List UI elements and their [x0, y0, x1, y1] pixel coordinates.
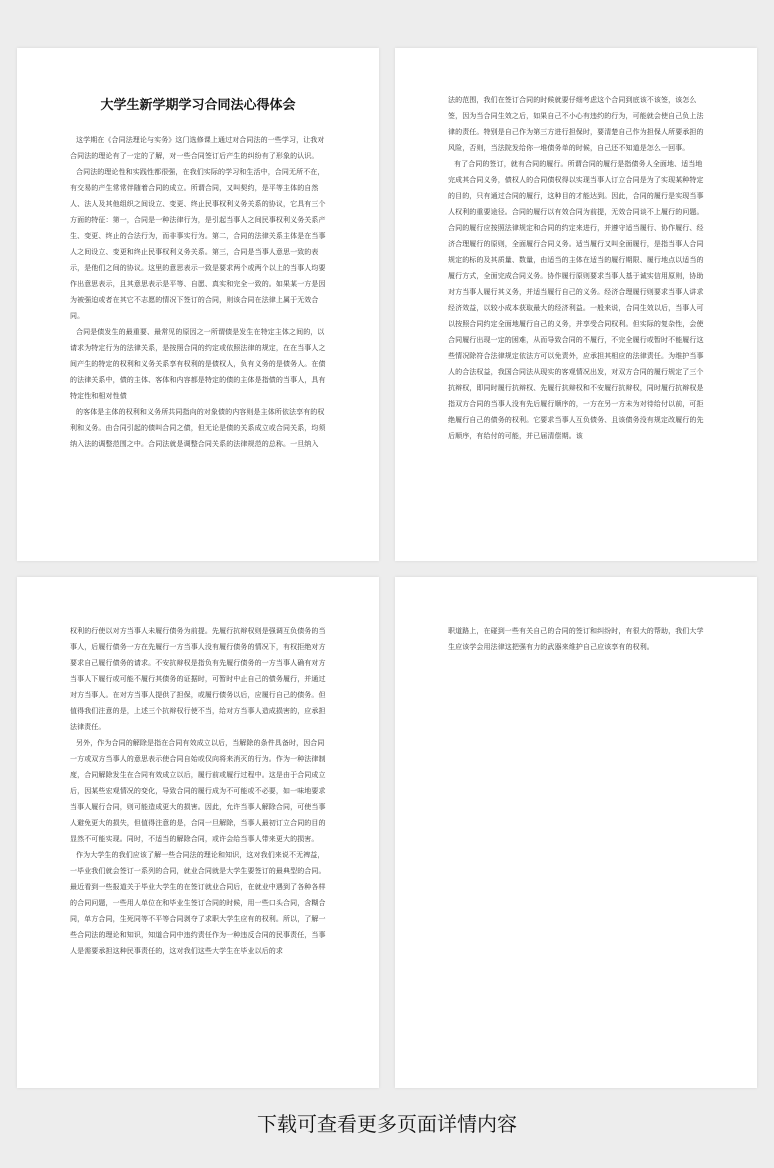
document-page-1	[17, 48, 379, 561]
document-title: 大学生新学期学习合同法心得体会	[100, 98, 296, 113]
page-body	[448, 623, 706, 655]
paragraph: 合同是债发生的最重要、最常见的原因之一所谓债是发生在特定主体之间的，以请求为特定行为的法律关系，是按照合同的约定或依照法律的规定，在在当事人之间产生的特定的权利和义务关系享有权利的是债权人，负有义务的是债务人。在债的法律关系中，债的主体、客体和内容都是特定的债的主体是指债的当事人，具有特定性和相对性债	[70, 328, 326, 400]
document-page-4	[395, 577, 757, 1088]
document-page-2	[395, 48, 757, 561]
download-more-link[interactable]: 下载可查看更多页面详情内容	[257, 1112, 517, 1136]
paragraph: 另外，作为合同的解除是指在合同有效成立以后，当解除的条件具备时，因合同一方或双方当事人的意思表示使合同自始或仅向将来消灭的行为。作为一种法律制度，合同解除发生在合同有效成立以后，履行前或履行过程中。这是由于合同成立后，因某些宏观情况的变化，导致合同的履行成为不可能或不必要，如一味地要求当事人履行合同，则可能造成更大的损害。因此，允许当事人解除合同，可使当事人避免更大的损失，但值得注意的是，合同一旦解除，当事人最初订立合同的目的显然不可能实现。同时，不适当的解除合同，或许会给当事人带来更大的损害。	[70, 739, 326, 843]
page-body	[70, 623, 328, 959]
paragraph: 作为大学生的我们应该了解一些合同法的理论和知识，这对我们来说不无裨益，一毕业我们就会签订一系列的合同，就业合同就是大学生要签订的最典型的合同。最近看到一些报道关于毕业大学生的在签订就业合同后，在就业中遇到了各种各样的合同问题，一些用人单位在和毕业生签订合同的时候，用一些口头合同，含糊合同，单方合同，生死同等不平等合同剥夺了求职大学生应有的权利。所以，了解一些合同法的理论和知识，知道合同中违约责任作为一种违反合同的民事责任，当事人是需要承担这种民事责任的，这对我们这些大学生在毕业以后的求	[70, 851, 326, 955]
paragraph: 的客体是主体的权利和义务所共同指向的对象债的内容则是主体所依法享有的权利和义务。由合同引起的债叫合同之债，但无论是债的关系成立或合同关系，均须纳入法的调整范围之中。合同法就是调整合同关系的法律规范的总称。一旦纳入	[70, 408, 326, 448]
paragraph: 法的范围，我们在签订合同的时候就要仔细考虑这个合同到底该不该签，该怎么签，因为当合同生效之后，如果自己不小心有违约的行为，可能就会使自己负上法律的责任。特别是自己作为第三方进行担保时，要清楚自己作为担保人所要承担的风险，否则，当法院发给你一堆债务单的时候，自己还不知道是怎么一回事。	[448, 96, 704, 152]
paragraph: 权利的行使以对方当事人未履行债务为前提。先履行抗辩权则是强调互负债务的当事人，后履行债务一方在先履行一方当事人没有履行债务的情况下，有权拒绝对方要求自己履行债务的请求。不安抗辩权是指负有先履行债务的一方当事人确有对方当事人下履行或可能不履行其债务的证据时，可暂时中止自己的债务履行，并通过对方当事人。在对方当事人提供了担保，或履行债务以后，应履行自己的债务。但值得我们注意的是，上述三个抗辩权行使不当，给对方当事人造成损害的，应承担法律责任。	[70, 627, 326, 731]
document-page-3	[17, 577, 379, 1088]
paragraph: 合同法的理论性和实践性都很强，在我们实际的学习和生活中，合同无所不在，有交易的产生常常伴随着合同的成立。所谓合同，又叫契约，是平等主体的自然人、法人及其他组织之间设立、变更、终止民事权利义务关系的协议，它具有三个方面的特征：第一，合同是一种法律行为，是引起当事人之间民事权利义务关系产生、变更、终止的合法行为，而非事实行为。第二，合同的法律关系主体是在当事人之间设立、变更和终止民事权利义务关系。第三，合同是当事人意思一致的表示，是他们之间的协议。这里的意思表示一致是要求两个或两个以上的当事人均要作出意思表示，且其意思表示是平等、自愿、真实和完全一致的。如果某一方是因为被强迫或者在其它不志愿的情况下签订的合同，则该合同在法律上属于无效合同。	[70, 168, 326, 320]
page-body	[70, 132, 328, 452]
page-body	[448, 92, 706, 444]
paragraph: 有了合同的签订，就有合同的履行。所谓合同的履行是指债务人全面地、适当地完成其合同义务，债权人的合同债权得以实现当事人订立合同是为了实现某种特定的目的，只有通过合同的履行，这种目的才能达到。因此，合同的履行是实现当事人权利的重要途径。合同的履行以有效合同为前提，无效合同谈不上履行的问题。合同的履行应按照法律规定和合同的约定来进行，并遵守适当履行、协作履行、经济合理履行的原则，全面履行合同义务。适当履行又叫全面履行，是指当事人合同规定的标的及其质量、数量，由适当的主体在适当的履行期限、履行地点以适当的履行方式，全面完成合同义务。协作履行原则要求当事人基于诚实信用原则，协助对方当事人履行其义务，并适当履行自己的义务。经济合理履行则要求当事人讲求经济效益，以较小成本获取最大的经济利益。一般来说，合同生效以后，当事人可以按照合同约定全面地履行自己的义务，并享受合同权利。但实际的复杂性，会使合同履行出现一定的困难，从而导致合同的不履行，不完全履行或暂时不能履行这些情况除符合法律规定依法方可以免责外，应承担其相应的法律责任。为维护当事人的合法权益，我国合同法从现实的客观情况出发，对双方合同的履行规定了三个抗辩权，即同时履行抗辩权、先履行抗辩权和不安履行抗辩权，同时履行抗辩权是指双方合同的当事人没有先后履行顺序的，一方在另一方未为对待给付以前，可拒绝履行自己的债务的权利。它要求当事人互负债务、且该债务没有规定改履行的先后顺序，有给付的可能，并已届清偿期。该	[448, 160, 704, 440]
paragraph: 职道路上，在碰到一些有关自己的合同的签订和纠纷时，有很大的帮助，我们大学生应该学会用法律这把强有力的武器来维护自己应该享有的权利。	[448, 627, 704, 651]
paragraph: 这学期在《合同法理论与实务》这门选修课上通过对合同法的一些学习，让我对合同法的理论有了一定的了解，对一些合同签订后产生的纠纷有了形象的认识。	[70, 136, 325, 160]
